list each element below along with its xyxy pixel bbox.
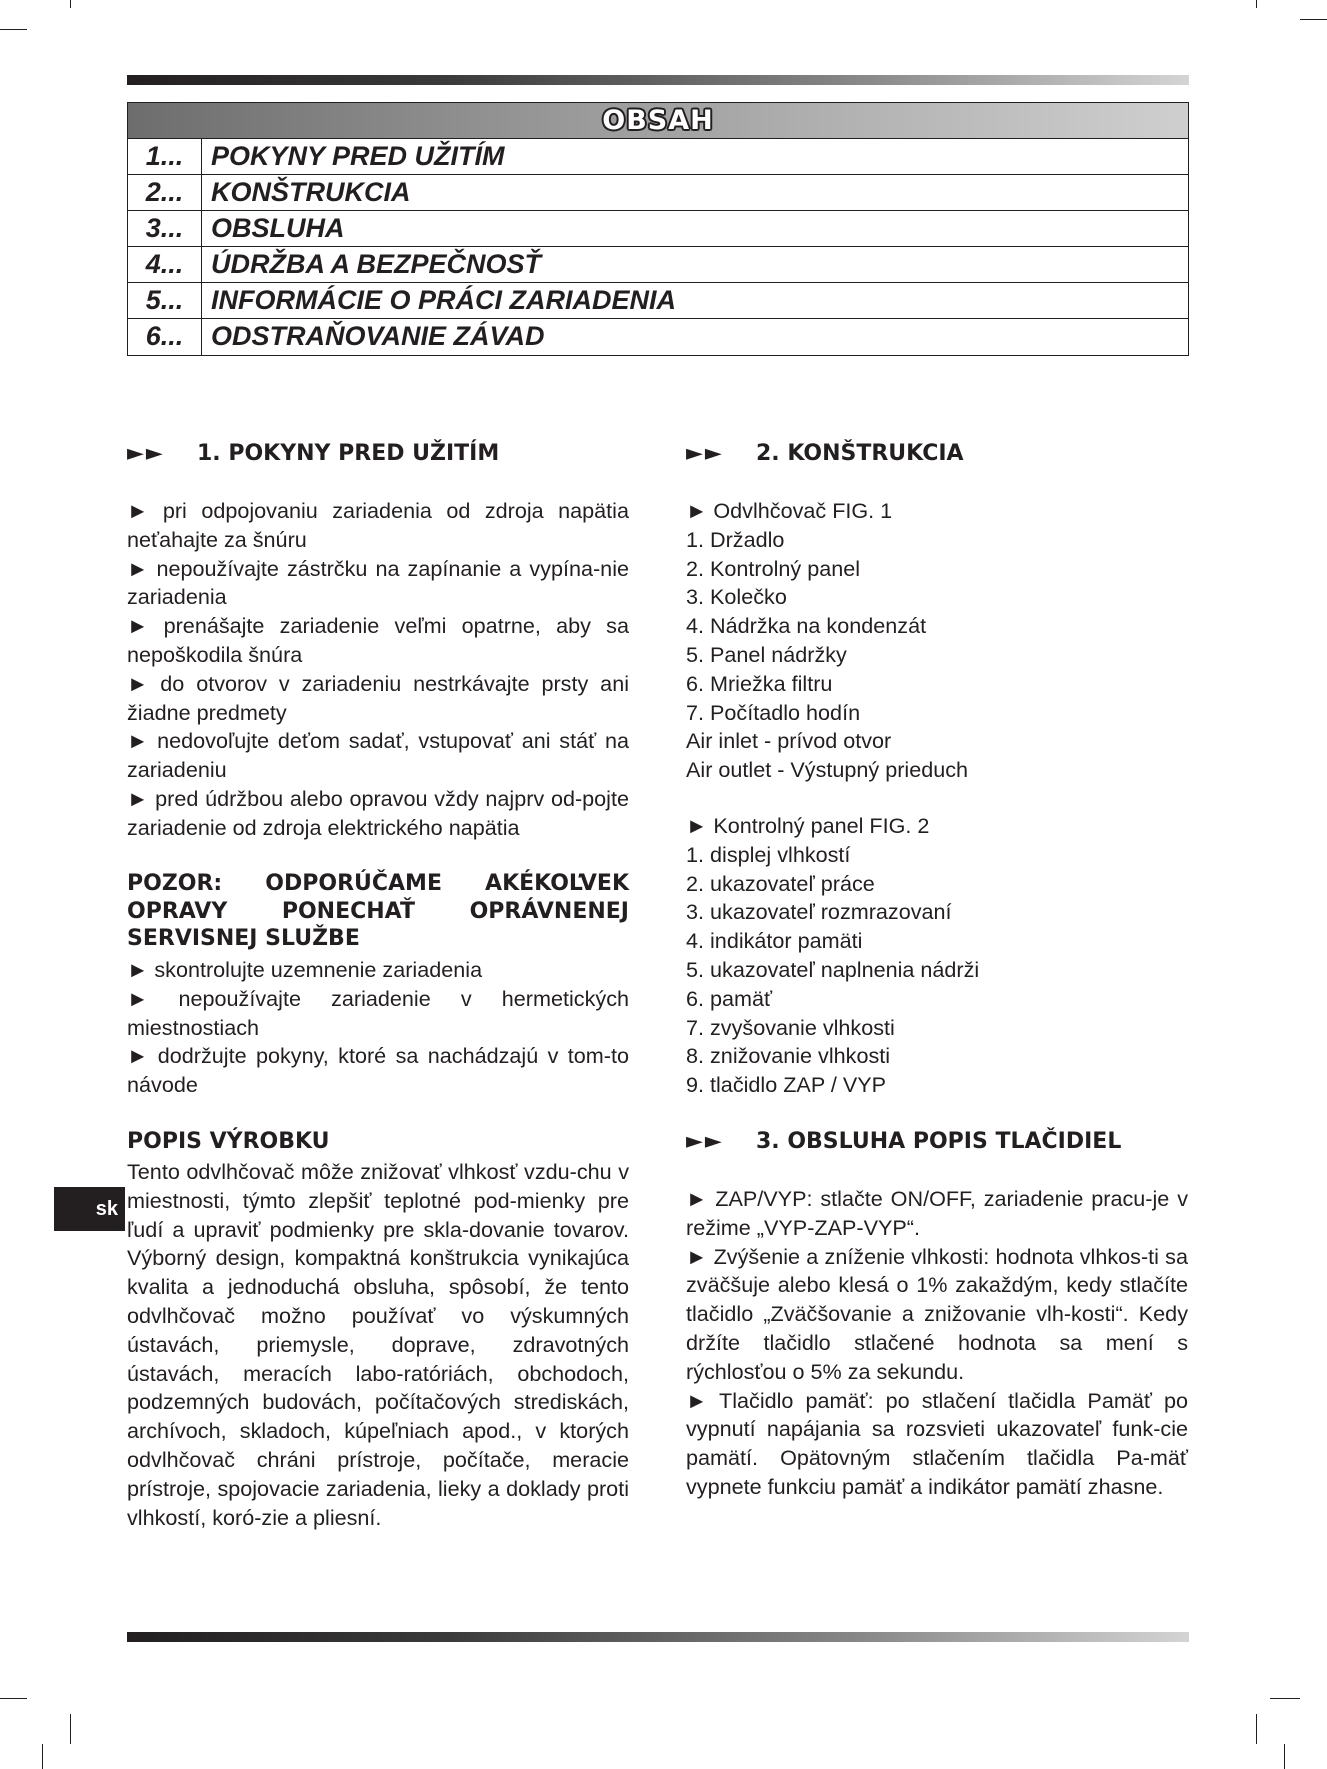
crop-mark [70, 0, 71, 8]
list-item: 5. ukazovateľ naplnenia nádrži [686, 956, 980, 982]
paragraph: ► Zvýšenie a zníženie vlhkosti: hodnota vlhkos-ti sa zväčšuje alebo klesá o 1% zakaždým, kedy stlačíte tlačidlo „Zväčšovanie a znižovanie vlh-kosti“. Kedy držíte tlačidlo stlačené hodnota sa mení s rýchlosťou o 5% za sekundu. [686, 1243, 1188, 1384]
list-item: 8. znižovanie vlhkosti [686, 1043, 891, 1069]
list-item: 1. Držadlo [686, 526, 785, 552]
crop-mark [42, 1744, 43, 1769]
crop-mark [1256, 1714, 1257, 1744]
toc-number: 6... [128, 319, 202, 355]
arrow-marker-icon: ►► [686, 441, 724, 466]
toc-number: 1... [128, 139, 202, 174]
section-2-heading [686, 440, 964, 468]
toc-row [128, 139, 1188, 175]
top-decorative-bar [127, 75, 1189, 85]
list-item: ► nepoužívajte zariadenie v hermetických miestnostiach [127, 985, 629, 1040]
crop-mark [1256, 0, 1257, 8]
section-1-heading [127, 440, 499, 468]
section-3-text [686, 1185, 1188, 1502]
arrow-marker-icon: ►► [127, 441, 165, 466]
paragraph: ► Tlačidlo pamäť: po stlačení tlačidla Pamäť po vypnutí napájania sa rozsvieti ukazovateľ funk-cie pamätí. Opätovným stlačením tlačidla Pa-mäť vypnete funkciu pamäť a indikátor pamätí zhasne. [686, 1387, 1188, 1499]
list-item: 6. Mriežka filtru [686, 670, 833, 696]
bottom-decorative-bar [127, 1632, 1189, 1642]
section-1-bullets [127, 497, 629, 843]
list-item: 6. pamäť [686, 985, 773, 1011]
product-description-heading: POPIS VÝROBKU [127, 1129, 330, 1154]
product-description [127, 1158, 629, 1532]
section-1-bullets-2 [127, 956, 629, 1100]
list-item: ► nepoužívajte zástrčku na zapínanie a vypína-nie zariadenia [127, 555, 629, 610]
crop-mark [70, 1714, 71, 1744]
toc-row [128, 247, 1188, 283]
crop-mark [1284, 1744, 1285, 1769]
toc-entry: KONŠTRUKCIA [211, 177, 411, 207]
section-1-title: 1. POKYNY PRED UŽITÍM [197, 441, 500, 466]
crop-mark [0, 1698, 27, 1699]
list-item: ► Kontrolný panel FIG. 2 [686, 813, 930, 838]
language-tab: sk [54, 1187, 125, 1231]
list-item: 5. Panel nádržky [686, 641, 847, 667]
section-3-title: 3. OBSLUHA POPIS TLAČIDIEL [756, 1129, 1122, 1154]
arrow-marker-icon: ►► [686, 1129, 724, 1154]
toc-row [128, 283, 1188, 319]
toc-number: 3... [128, 211, 202, 246]
toc-number: 2... [128, 175, 202, 210]
list-item: 4. Nádržka na kondenzát [686, 613, 927, 639]
toc-row [128, 319, 1188, 355]
section-2-title: 2. KONŠTRUKCIA [756, 441, 964, 466]
product-description-text: Tento odvlhčovač môže znižovať vlhkosť vzdu-chu v miestnosti, týmto zlepšiť teplotné pod-mienky pre ľudí a upraviť podmienky pre skla-dovanie tovarov. Výborný design, kompaktná konštrukcia vynikajúca kvalita a jednoduchá obsluha, spôsobí, že tento odvlhčovač možno používať vo výskumných ústavách, priemysle, doprave, zdravotných ústavách, meracích labo-ratóriách, obchodoch, podzemných budovách, počítačových strediskách, archívoch, skladoch, kúpeľniach apod., v ktorých odvlhčovač chráni prístroje, počítače, meracie prístroje, spojovacie zariadenia, lieky a doklady proti vlhkostí, koró-zie a pliesní. [127, 1159, 629, 1530]
toc-title: OBSAH [602, 105, 714, 136]
section-3-heading [686, 1128, 1121, 1156]
list-item: ► skontrolujte uzemnenie zariadenia [127, 957, 483, 982]
list-item: ► do otvorov v zariadeniu nestrkávajte prsty ani žiadne predmety [127, 670, 629, 725]
toc-entry: POKYNY PRED UŽITÍM [211, 141, 505, 171]
list-item: ► pred údržbou alebo opravou vždy najprv od-pojte zariadenie od zdroja elektrického napätia [127, 785, 629, 840]
list-item: 1. displej vlhkostí [686, 841, 851, 867]
list-item: 2. Kontrolný panel [686, 555, 861, 581]
list-item: 4. indikátor pamäti [686, 928, 863, 954]
list-item: Air outlet - Výstupný prieduch [686, 757, 969, 783]
crop-mark [1300, 19, 1327, 20]
fig1-parts-list [686, 497, 1188, 785]
crop-mark [1270, 1698, 1300, 1699]
warning-line: POZOR: ODPORÚČAME AKÉKOĽVEK [127, 871, 629, 896]
toc-row [128, 175, 1188, 211]
toc-entry: INFORMÁCIE O PRÁCI ZARIADENIA [211, 285, 676, 315]
list-item: 2. ukazovateľ práce [686, 870, 875, 896]
paragraph: ► ZAP/VYP: stlačte ON/OFF, zariadenie pracu-je v režime „VYP-ZAP-VYP“. [686, 1186, 1188, 1240]
toc-header [128, 103, 1188, 139]
list-item: ► dodržujte pokyny, ktoré sa nachádzajú v tom-to návode [127, 1043, 629, 1098]
table-of-contents [127, 102, 1189, 356]
list-item: 7. zvyšovanie vlhkosti [686, 1014, 895, 1040]
list-item: 7. Počítadlo hodín [686, 699, 861, 725]
toc-row [128, 211, 1188, 247]
list-item: ► prenášajte zariadenie veľmi opatrne, aby sa nepoškodila šnúra [127, 613, 629, 667]
warning-notice [127, 870, 629, 953]
fig2-control-panel-list [686, 812, 1188, 1100]
toc-entry: ÚDRŽBA A BEZPEČNOSŤ [211, 249, 541, 279]
list-item: 3. Kolečko [686, 584, 787, 610]
warning-line: OPRAVY PONECHAŤ OPRÁVNENEJ [127, 898, 629, 924]
toc-entry: ODSTRAŇOVANIE ZÁVAD [211, 321, 545, 351]
toc-number: 4... [128, 247, 202, 282]
toc-number: 5... [128, 283, 202, 318]
toc-entry: OBSLUHA [211, 213, 345, 243]
warning-line: SERVISNEJ SLUŽBE [127, 926, 360, 951]
crop-mark [0, 29, 27, 30]
list-item: 3. ukazovateľ rozmrazovaní [686, 899, 952, 925]
list-item: ► pri odpojovaniu zariadenia od zdroja napätia neťahajte za šnúru [127, 498, 629, 552]
list-item: 9. tlačidlo ZAP / VYP [686, 1072, 887, 1098]
list-item: ► Odvlhčovač FIG. 1 [686, 498, 893, 523]
list-item: Air inlet - prívod otvor [686, 728, 892, 754]
list-item: ► nedovoľujte deťom sadať, vstupovať ani stáť na zariadeniu [127, 728, 629, 783]
